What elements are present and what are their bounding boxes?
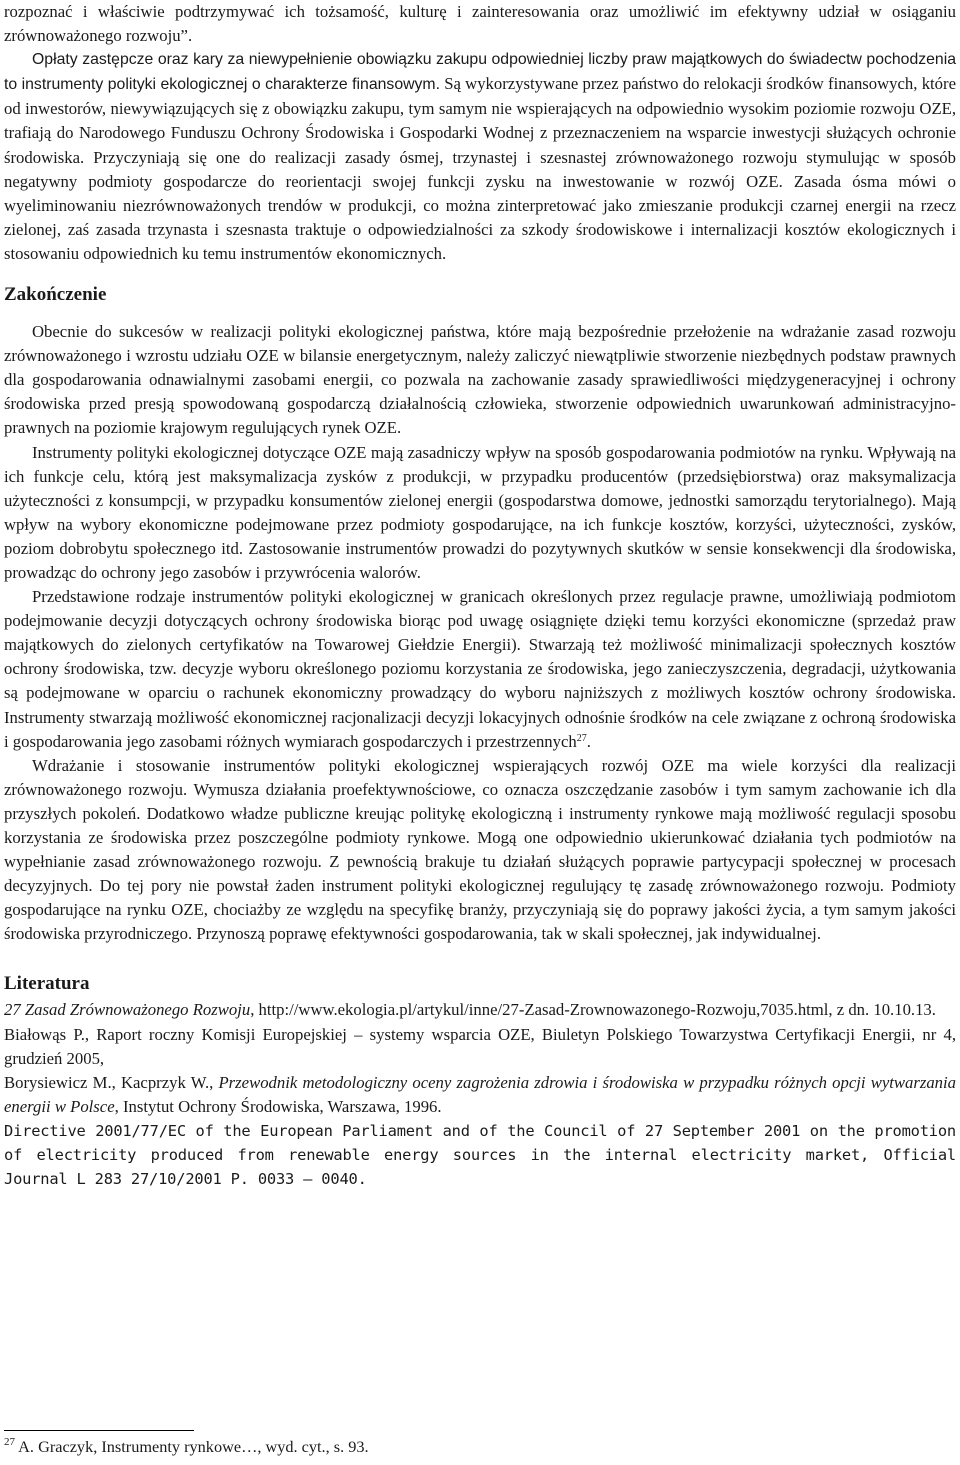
reference-title: Przewodnik metodologiczny oceny zagrożenia zdrowia i środowiska w przypadku różnych opcji wytwarzania energii w Polsce [4, 1072, 956, 1116]
serif-text-segment: Są wykorzystywane przez państwo do relokacji środków finansowych, które od inwestorów, niewywiązujących się z obowiązku zakupu, tym samym nie wspierających na odpowiednio wysokim poziomie rozwoju OZE, trafiają do Narodowego Funduszu Ochrony Środowiska i Gospodarki Wodnej z przeznaczeniem na wsparcie inwestycji służących ochronie środowiska. Przyczyniają się one do realizacji zasady ósmej, trzynastej i szesnastej zrównoważonego rozwoju stymulując w sposób negatywny podmioty gospodarcze do reorientacji swojej funkcji zysku na inwestowanie w rozwój OZE. Zasada ósma mówi o wyeliminowaniu niezrównoważonych trendów w produkcji, co można zinterpretować jako zmieszanie produkcji czarnej energii na rzecz zielonej, zaś zasada trzynasta i szesnasta traktuje o odpowiedzialności za szkody środowiskowe i internalizacji kosztów ekologicznych i stosowaniu odpowiednich ku temu instrumentów ekonomicznych. [4, 74, 956, 263]
footnote [4, 1436, 369, 1458]
sans-text-segment: Opłaty zastępcze oraz kary za niewypełnienie obowiązku zakupu odpowiedniej liczby praw majątkowych do świadectw pochodzenia to instrumenty polityki ekologicznej o charakterze finansowym. [4, 51, 956, 94]
paragraph-text: Przedstawione rodzaje instrumentów polityki ekologicznej w granicach określonych przez regulacje prawne, umożliwiają podmiotom podejmowanie decyzji dotyczących ochrony środowiska biorąc pod uwagę osiągnięte dzięki temu korzyści ekonomiczne (sprzedaż praw majątkowych do zielonych certyfikatów na Towarowej Giełdzie Energii). Stwarzają też możliwość minimalizacji społecznych kosztów ochrony środowiska, tzw. decyzje wyboru określonego poziomu korzystania ze środowiska, jego zanieczyszczenia, degradacji, użytkowania są podejmowane w oparciu o rachunek ekonomiczny prowadzący do wyboru najniższych z możliwych kosztów ochrony środowiska. Instrumenty stwarzają możliwość ekonomicznej racjonalizacji decyzji lokacyjnych odnośnie środków na cele związane z ochroną środowiska i gospodarowania jego zasobami różnych wymiarach gospodarczych i przestrzennych [4, 587, 956, 751]
paragraph-fees [4, 48, 956, 266]
reference-2: Białowąs P., Raport roczny Komisji Europejskiej – systemy wsparcia OZE, Biuletyn Polskiego Towarzystwa Certyfikacji Energii, nr 4, grudzień 2005, [4, 1024, 956, 1068]
conclusion-paragraph-4: Wdrażanie i stosowanie instrumentów polityki ekologicznej wspierających rozwój OZE ma wiele korzyści dla realizacji zrównoważonego rozwoju. Wymusza działania proefektywnościowe, co oznacza oszczędzanie zasobów i tym samym zachowanie ich dla przyszłych pokoleń. Dodatkowo władze publiczne kreując politykę ekologiczną i instrumenty rynkowe mają możliwość regulacji sposobu korzystania ze środowiska przez poszczególne podmioty rynkowe. Mogą one odpowiednio ukierunkować działania tych podmiotów na wypełnianie zasad zrównoważonego rozwoju. Z pewnością brakuje tu działań służących poprawie partycypacji społecznej w procesach decyzyjnych. Do tej pory nie powstał żaden instrument polityki ekologicznej regulujący tę zasadę zrównoważonego rozwoju. Podmioty gospodarujące na rynku OZE, chociażby ze względu na specyfikę branży, przyczyniają się do poprawy jakości życia, a tym samym jakości środowiska przyrodniczego. Przynoszą poprawę efektywności gospodarowania, tak w skali społecznej, jak indywidualnej. [4, 755, 956, 944]
document-page [4, 0, 956, 1191]
reference-1 [4, 998, 956, 1022]
reference-3 [4, 1071, 956, 1119]
footnote-reference[interactable]: 27 [576, 732, 587, 744]
conclusion-paragraph-3 [4, 585, 956, 754]
conclusion-paragraph-1: Obecnie do sukcesów w realizacji polityki ekologicznej państwa, które mają bezpośrednie przełożenie na wdrażanie zasad rozwoju zrównoważonego i wzrostu udziału OZE w bilansie energetycznym, należy zaliczyć niewątpliwie stworzenie niezbędnych podstaw prawnych dla gospodarowania odnawialnymi zasobami energii, co pozwala na zachowanie zasady sprawiedliwości międzygeneracyjnej i ochrony środowiska przed presją spowodowaną gospodarczą działalnością człowieka, stworzenie odpowiednich uwarunkowań administracyjno-prawnych na poziomie krajowym regulujących rynek OZE. [4, 322, 956, 438]
reference-author: Borysiewicz M., Kacprzyk W., [4, 1072, 219, 1092]
paragraph-end: . [586, 731, 591, 751]
conclusion-heading: Zakończenie [4, 284, 107, 306]
footnote-divider [4, 1430, 194, 1431]
literature-heading: Literatura [4, 973, 90, 995]
reference-publisher: , Instytut Ochrony Środowiska, Warszawa, 1996. [114, 1096, 442, 1116]
conclusion-paragraph-2: Instrumenty polityki ekologicznej dotyczące OZE mają zasadniczy wpływ na sposób gospodarowania podmiotów na rynku. Wpływają na ich funkcje celu, którą jest maksymalizacja zysków z produkcji, w przypadku producentów (przedsiębiorstwa) oraz maksymalizacja użyteczności z konsumpcji, w przypadku konsumentów zielonej energii (gospodarstwa domowe, jednostki samorządu terytorialnego). Mają wpływ na wybory ekonomiczne podejmowane przez podmioty gospodarujące, na ich funkcje kosztów, korzyści, użyteczności, zysków, poziom dobrobytu społecznego itd. Zastosowanie instrumentów prowadzi do pozytywnych skutków w sensie konsekwencji dla środowiska, prowadząc do ochrony jego zasobów i przywrócenia walorów. [4, 442, 956, 582]
paragraph-continued: rozpoznać i właściwie podtrzymywać ich tożsamość, kulturę i zainteresowania oraz umożliwić im efektywny udział w osiąganiu zrównoważonego rozwoju”. [4, 2, 956, 46]
reference-link[interactable]: , http://www.ekologia.pl/artykul/inne/27-Zasad-Zrownowazonego-Rozwoju,7035.html, z dn. 10.10.13. [250, 1000, 936, 1020]
footnote-text: A. Graczyk, Instrumenty rynkowe…, wyd. cyt., s. 93. [15, 1437, 369, 1456]
reference-title: 27 Zasad Zrównoważonego Rozwoju [4, 1000, 251, 1020]
reference-4: Directive 2001/77/EC of the European Parliament and of the Council of 27 September 2001 on the promotion of electricity produced from renewable energy sources in the internal electricity market, Official Journal L 283 27/10/2001 P. 0033 – 0040. [4, 1121, 956, 1189]
footnote-number: 27 [4, 1436, 15, 1448]
